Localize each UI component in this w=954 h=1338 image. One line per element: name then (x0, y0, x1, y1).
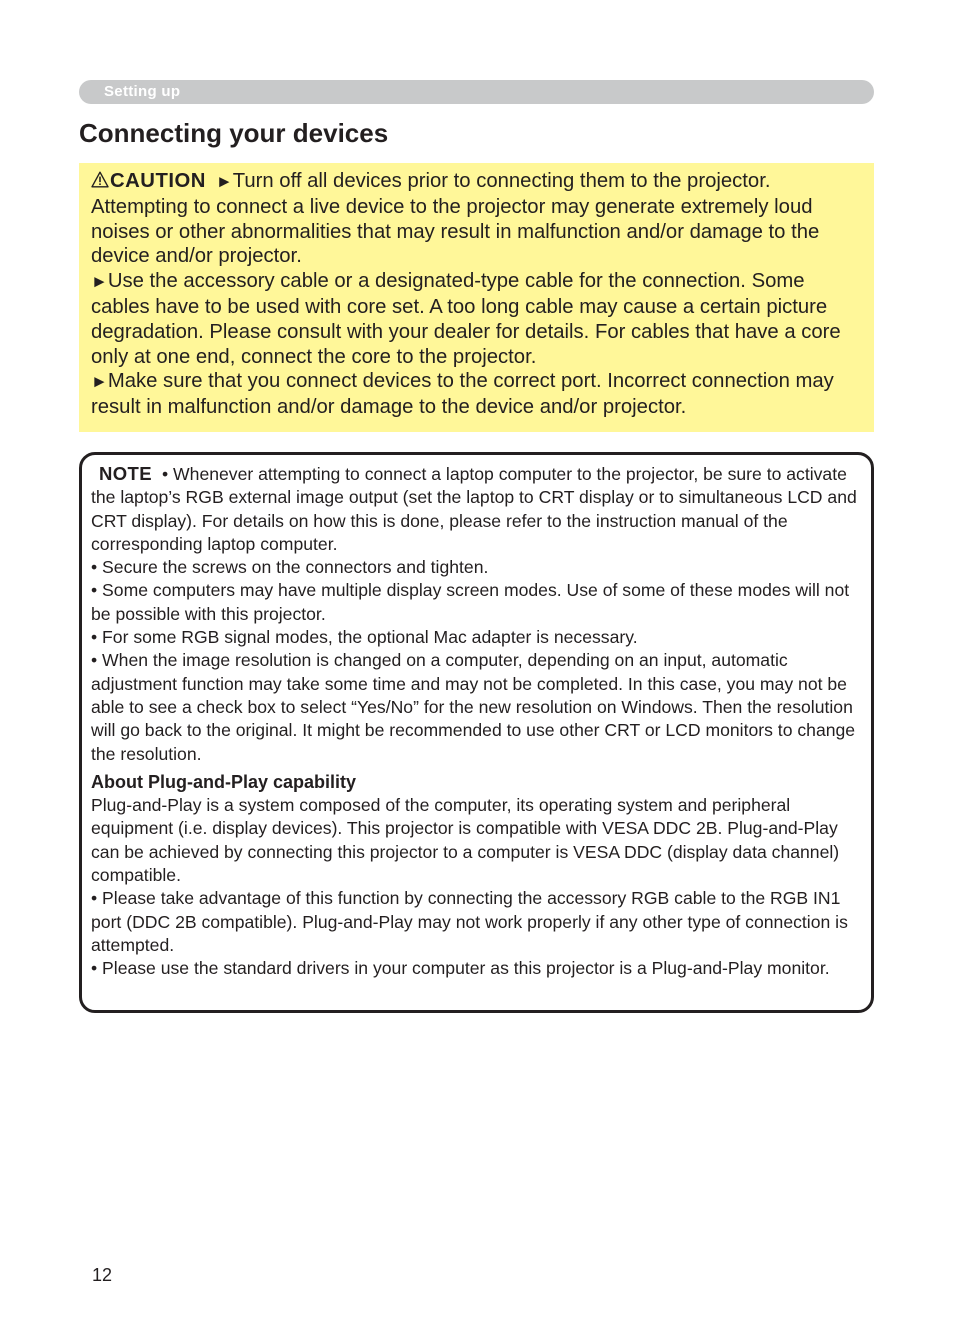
note-item: • Secure the screws on the connectors and tighten. (91, 557, 489, 578)
caution-text: Use the accessory cable or a designated-type cable for the connection. Some cables have to be used with core set. A too long cable may cause a certain picture degradation. Please consult with your dealer for details. For cables that have a core only at one end, connect the core to the projector. (91, 270, 841, 368)
arrow-right-icon: ► (91, 272, 108, 292)
page-number: 12 (92, 1265, 113, 1285)
about-item: • Please take advantage of this function by connecting the accessory RGB cable to the RGB IN1 port (DDC 2B compatible). Plug-and-Play may not work properly if any other type of connection is attempted. (91, 888, 848, 955)
section-header-bar (79, 80, 874, 104)
caution-box (79, 163, 874, 432)
arrow-right-icon: ► (215, 172, 233, 191)
about-plug-and-play-heading: About Plug-and-Play capability (91, 771, 357, 792)
about-item: Plug-and-Play is a system composed of the computer, its operating system and peripheral equipment (i.e. display devices). This projector is compatible with VESA DDC 2B. Plug-and-Play can be achieved by connecting this projector to a computer is VESA DDC (display data channel) compatible. (91, 795, 840, 886)
note-item: • For some RGB signal modes, the optional Mac adapter is necessary. (91, 627, 638, 648)
note-label: NOTE (99, 463, 152, 484)
caution-text: Turn off all devices prior to connecting them to the projector. Attempting to connect a live device to the projector may generate extremely loud noises or other abnormalities that may result in malfunction and/or damage to the device and/or projector. (91, 170, 820, 268)
caution-paragraph-2 (91, 269, 862, 369)
caution-paragraph-1 (91, 169, 862, 269)
caution-text: Make sure that you connect devices to the correct port. Incorrect connection may result in malfunction and/or damage to the device and/or projector. (91, 370, 834, 419)
caution-paragraph-3 (91, 369, 862, 420)
warning-triangle-icon (91, 171, 109, 188)
page-title: Connecting your devices (79, 118, 389, 148)
note-item: • Some computers may have multiple display screen modes. Use of some of these modes will not be possible with this projector. (91, 580, 850, 624)
caution-label: CAUTION (110, 170, 206, 192)
note-item: • When the image resolution is changed on a computer, depending on an input, automatic adjustment function may take some time and may not be completed. In this case, you may not be able to see a check box to select “Yes/No” for the new resolution on Windows. Then the resolution will go back to the original. It might be recommended to use other CRT or LCD monitors to change the resolution. (91, 650, 856, 764)
note-box (79, 452, 874, 1013)
section-label: Setting up (104, 83, 181, 100)
note-item (91, 462, 861, 556)
note-text: • Whenever attempting to connect a laptop computer to the projector, be sure to activate the laptop’s RGB external image output (set the laptop to CRT display or to simultaneous LCD and CRT display). For details on how this is done, please refer to the instruction manual of the corresponding laptop computer. (91, 464, 857, 554)
arrow-right-icon: ► (91, 372, 108, 392)
about-item: • Please use the standard drivers in your computer as this projector is a Plug-and-Play monitor. (91, 958, 830, 979)
